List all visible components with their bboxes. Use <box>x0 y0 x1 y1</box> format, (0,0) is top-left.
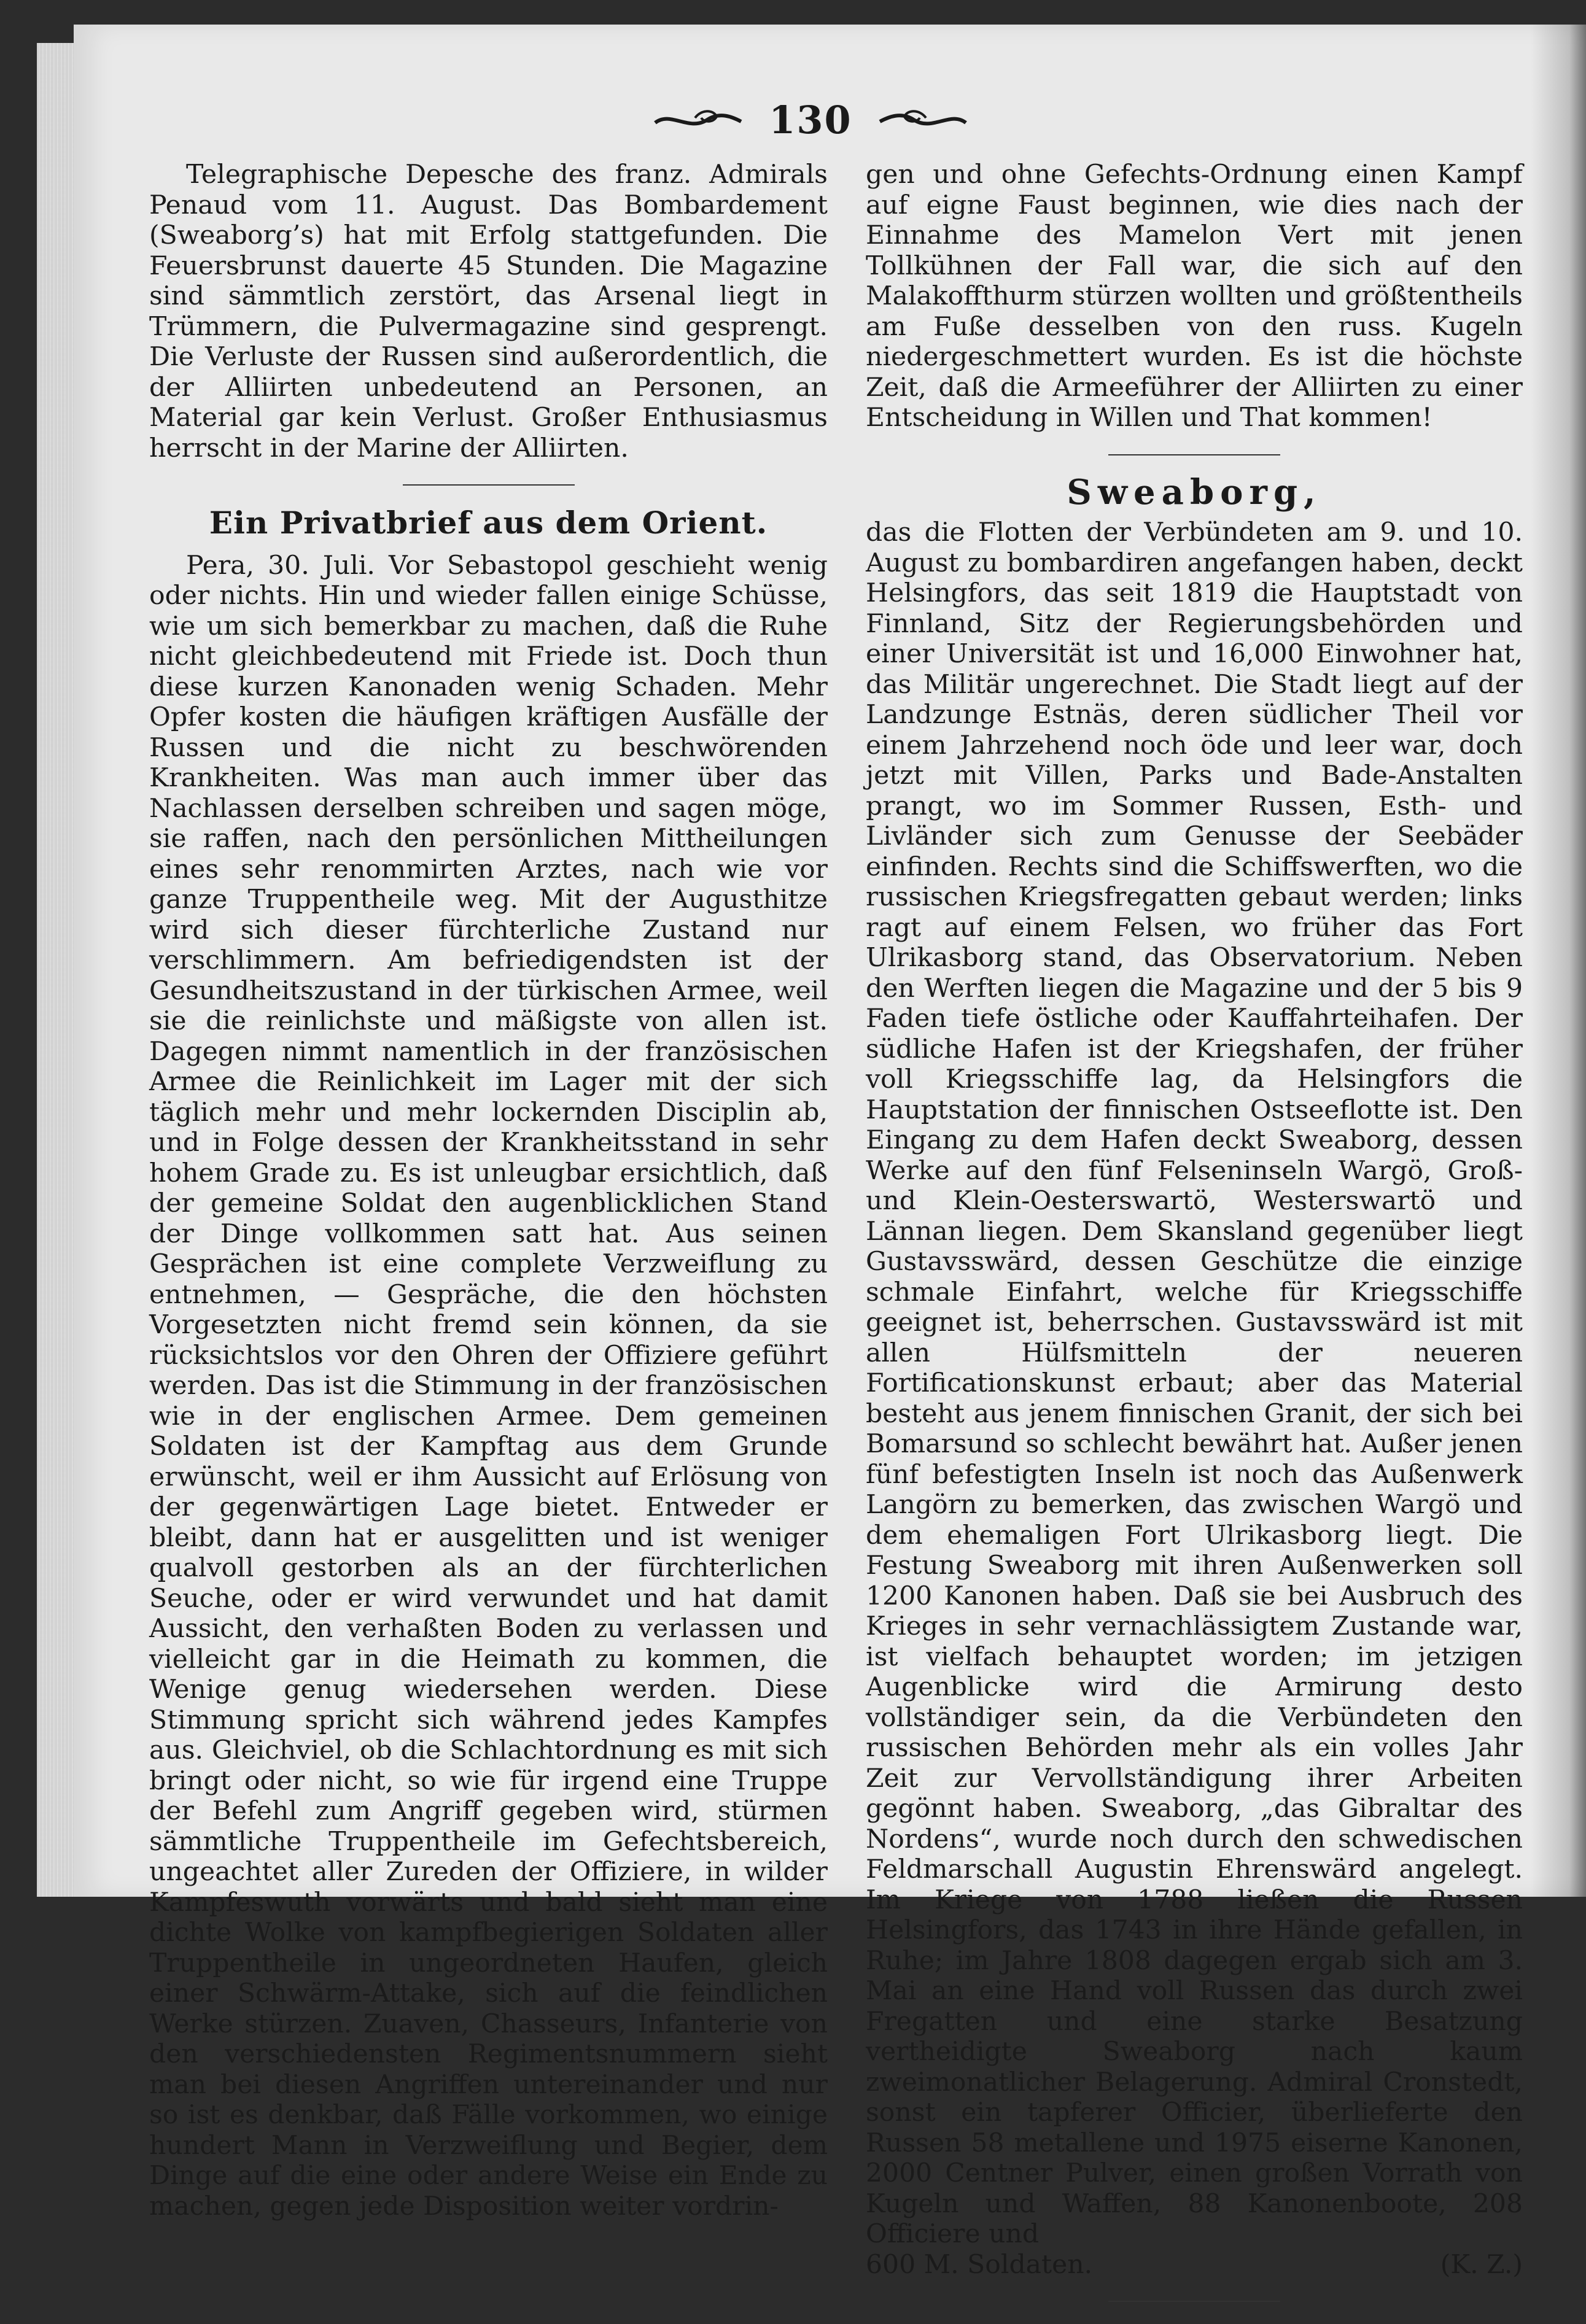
section-divider <box>1108 454 1280 455</box>
right-ornament-icon <box>877 104 969 135</box>
right-column <box>866 160 1523 2324</box>
article-continuation: gen und ohne Gefechts-Ordnung einen Kampf auf eigne Faust beginnen, wie dies nach der Einnahme des Mamelon Vert mit jenen Tollkühnen der Fall war, die sich auf den Malakoffthurm stürzen wollten und größtentheils am Fuße desselben von den russ. Kugeln niedergeschmettert wurden. Es ist die höchste Zeit, daß die Armeeführer der Alliirten zu einer Entscheidung in Willen und That kommen! <box>866 160 1523 433</box>
article-title-sweaborg: Sweaborg, <box>1067 471 1322 513</box>
article-title-orient: Ein Privatbrief aus dem Orient. <box>209 505 768 541</box>
left-ornament-icon <box>652 104 744 135</box>
source-signature: (K. Z.) <box>1440 2249 1523 2280</box>
left-column <box>149 160 828 2221</box>
article-body-orient: Pera, 30. Juli. Vor Sebastopol geschieht wenig oder nichts. Hin und wieder fallen einige Schüsse, wie um sich bemerkbar zu machen, daß die Ruhe nicht gleichbedeutend mit Friede ist. Doch thun diese kurzen Kanonaden wenig Schaden. Mehr Opfer kosten die häufigen kräftigen Ausfälle der Russen und die nicht zu beschwörenden Krankheiten. Was man auch immer über das Nachlassen derselben schreiben und sagen möge, sie raffen, nach den persönlichen Mittheilungen eines sehr renommirten Arztes, nach wie vor ganze Truppentheile weg. Mit der Augusthitze wird sich dieser fürchterliche Zustand nur verschlimmern. Am befriedigendsten ist der Gesundheitszustand in der türkischen Armee, weil sie die reinlichste und mäßigste von allen ist. Dagegen nimmt namentlich in der französischen Armee die Reinlichkeit im Lager mit der sich täglich mehr und mehr lockernden Disciplin ab, und in Folge dessen der Krankheitsstand in sehr hohem Grade zu. Es ist unleugbar ersichtlich, daß der gemeine Soldat den augenblicklichen Stand der Dinge vollkommen satt hat. Aus seinen Gesprächen ist eine complete Verzweiflung zu entnehmen, — Gespräche, die den höchsten Vorgesetzten nicht fremd sein können, da sie rücksichtslos vor den Ohren der Offiziere geführt werden. Das ist die Stimmung in der französischen wie in der englischen Armee. Dem gemeinen Soldaten ist der Kampftag aus dem Grunde erwünscht, weil er ihm Aussicht auf Erlösung von der gegenwärtigen Lage bietet. Entweder er bleibt, dann hat er ausgelitten und ist weniger qualvoll gestorben als an der fürchterlichen Seuche, oder er wird verwundet und hat damit Aussicht, den verhaßten Boden zu verlassen und vielleicht gar in die Heimath zu kommen, die Wenige genug wiedersehen werden. Diese Stimmung spricht sich während jedes Kampfes aus. Gleichviel, ob die Schlachtordnung es mit sich bringt oder nicht, so wie für irgend eine Truppe der Befehl zum Angriff gegeben wird, stürmen sämmtliche Truppentheile im Gefechtsbereich, ungeachtet aller Zureden der Offiziere, in wilder Kampfeswuth vorwärts und bald sieht man eine dichte Wolke von kampfbegierigen Soldaten aller Truppentheile in ungeordneten Haufen, gleich einer Schwärm-Attake, sich auf die feindlichen Werke stürzen. Zuaven, Chasseurs, Infanterie von den verschiedensten Regimentsnummern sieht man bei diesen Angriffen untereinander und nur so ist es denkbar, daß Fälle vorkommen, wo einige hundert Mann in Verzweiflung und Begier, dem Dinge auf die eine oder andere Weise ein Ende zu machen, gegen jede Disposition weiter vordrin- <box>149 550 828 2221</box>
end-divider <box>1108 2301 1280 2302</box>
article-body-sweaborg: das die Flotten der Verbündeten am 9. und 10. August zu bombardiren angefangen haben, deckt Helsingfors, das seit 1819 die Hauptstadt von Finnland, Sitz der Regierungsbehörden und einer Universität ist und 16,000 Einwohner hat, das Militär ungerechnet. Die Stadt liegt auf der Landzunge Estnäs, deren südlicher Theil vor einem Jahrzehend noch öde und leer war, doch jetzt mit Villen, Parks und Bade-Anstalten prangt, wo im Sommer Russen, Esth- und Livländer sich zum Genusse der Seebäder einfinden. Rechts sind die Schiffswerften, wo die russischen Kriegsfregatten gebaut werden; links ragt auf einem Felsen, wo früher das Fort Ulrikasborg stand, das Observatorium. Neben den Werften liegen die Magazine und der 5 bis 9 Faden tiefe östliche oder Kauffahrteihafen. Der südliche Hafen ist der Kriegshafen, der früher voll Kriegsschiffe lag, da Helsingfors die Hauptstation der finnischen Ostseeflotte ist. Den Eingang zu dem Hafen deckt Sweaborg, dessen Werke auf den fünf Felseninseln Wargö, Groß- und Klein-Oesterswartö, Westerswartö und Lännan liegen. Dem Skansland gegenüber liegt Gustavsswärd, dessen Geschütze die einzige schmale Einfahrt, welche für Kriegsschiffe geeignet ist, beherrschen. Gustavsswärd ist mit allen Hülfsmitteln der neueren Fortificationskunst erbaut; aber das Material besteht aus jenem finnischen Granit, der sich bei Bomarsund so schlecht bewährt hat. Außer jenen fünf befestigten Inseln ist noch das Außenwerk Langörn zu bemerken, das zwischen Wargö und dem ehemaligen Fort Ulrikasborg liegt. Die Festung Sweaborg mit ihren Außenwerken soll 1200 Kanonen haben. Daß sie bei Ausbruch des Krieges in sehr vernachlässigtem Zustande war, ist vielfach behauptet worden; im jetzigen Augenblicke wird die Armirung desto vollständiger sein, da die Verbündeten den russischen Behörden mehr als ein volles Jahr Zeit zur Vervollständigung ihrer Arbeiten gegönnt haben. Sweaborg, „das Gibraltar des Nordens“, wurde noch durch den schwedischen Feldmarschall Augustin Ehrenswärd angelegt. Im Kriege von 1788 ließen die Russen Helsingfors, das 1743 in ihre Hände gefallen, in Ruhe; im Jahre 1808 dagegen ergab sich am 3. Mai an eine Hand voll Russen das durch zwei Fregatten und eine starke Besatzung vertheidigte Sweaborg nach kaum zweimonatlicher Belagerung. Admiral Cronstedt, sonst ein tapferer Officier, überlieferte den Russen 58 metallene und 1975 eiserne Kanonen, 2000 Centner Pulver, einen großen Vorrath von Kugeln und Waffen, 88 Kanonenboote, 208 Officiere und <box>866 517 1523 2249</box>
article-last-line: 600 M. Soldaten. <box>866 2249 1093 2280</box>
page-header <box>639 92 982 147</box>
article-ending <box>866 2250 1523 2280</box>
page-number: 130 <box>769 97 852 142</box>
telegraph-dispatch: Telegraphische Depesche des franz. Admirals Penaud vom 11. August. Das Bombardement (Sweaborg’s) hat mit Erfolg stattgefunden. Die Feuersbrunst dauerte 45 Stunden. Die Magazine sind sämmtlich zerstört, das Arsenal liegt in Trümmern, die Pulvermagazine sind gesprengt. Die Verluste der Russen sind außerordentlich, die der Alliirten unbedeutend an Personen, an Material gar kein Verlust. Großer Enthusiasmus herrscht in der Marine der Alliirten. <box>149 160 828 463</box>
section-divider <box>403 484 575 486</box>
spine-shadow <box>1531 25 1586 1897</box>
